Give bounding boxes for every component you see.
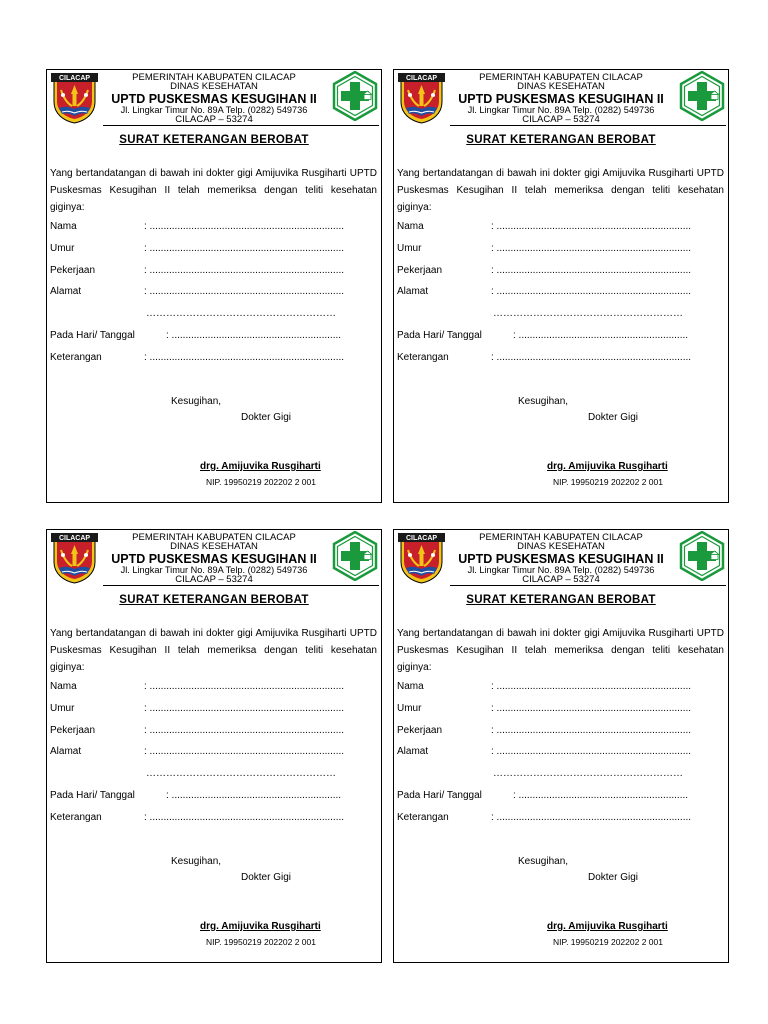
field-label: Pada Hari/ Tanggal: [397, 330, 482, 341]
institution-name: UPTD PUSKESMAS KESUGIHAN II: [458, 551, 664, 566]
document-title: SURAT KETERANGAN BEROBAT: [466, 134, 656, 146]
field-label: Nama: [397, 221, 424, 232]
fill-line: : .............................................................: [166, 330, 342, 341]
document-title: SURAT KETERANGAN BEROBAT: [466, 594, 656, 606]
certificate-card: [46, 69, 382, 503]
fill-line: : ......................................................................: [144, 812, 345, 823]
field-label: Pekerjaan: [397, 725, 443, 736]
letterhead-divider: [450, 585, 726, 586]
cilacap-crest-icon: [50, 72, 99, 124]
field-label: Nama: [50, 681, 77, 692]
letterhead: [394, 70, 728, 124]
field-alamat: [397, 286, 692, 297]
department-name: DINAS KESEHATAN: [517, 541, 605, 553]
fill-line: : .............................................................: [513, 330, 689, 341]
letterhead-divider: [103, 585, 379, 586]
fill-line: : ......................................................................: [144, 286, 345, 297]
letterhead: [47, 530, 381, 584]
fill-line: : ......................................................................: [144, 681, 345, 692]
field-label: Pada Hari/ Tanggal: [50, 330, 135, 341]
department-name: DINAS KESEHATAN: [170, 81, 258, 93]
field-label: Keterangan: [397, 812, 449, 823]
signatory-nip: NIP. 19950219 202202 2 001: [553, 937, 663, 947]
fill-line: : ......................................................................: [491, 812, 692, 823]
logo-banner-text: CILACAP: [58, 535, 91, 543]
certificate-card: [46, 529, 382, 963]
field-label: Alamat: [397, 286, 429, 297]
field-label: Nama: [50, 221, 77, 232]
field-label: Umur: [50, 703, 75, 714]
field-nama: [397, 681, 692, 692]
letterhead-text: [446, 533, 676, 584]
signature-place: Kesugihan,: [518, 396, 569, 407]
field-label: Pekerjaan: [50, 265, 96, 276]
field-keterangan: [50, 812, 345, 823]
institution-name: UPTD PUSKESMAS KESUGIHAN II: [458, 91, 664, 106]
field-nama: [50, 221, 345, 232]
field-label: Umur: [397, 703, 422, 714]
fill-line: …………………………………………………: [146, 768, 336, 779]
signature-role: Dokter Gigi: [588, 412, 639, 423]
field-nama: [50, 681, 345, 692]
institution-address: Jl. Lingkar Timur No. 89A Telp. (0282) 549736: [120, 104, 308, 115]
field-keterangan: [50, 352, 345, 363]
fill-line: : ......................................................................: [144, 725, 345, 736]
fill-line: : ......................................................................: [144, 221, 345, 232]
field-label: Keterangan: [50, 352, 102, 363]
field-hari-tanggal: [50, 330, 342, 341]
fill-line: : ......................................................................: [491, 725, 692, 736]
institution-address: Jl. Lingkar Timur No. 89A Telp. (0282) 549736: [467, 564, 655, 575]
field-keterangan: [397, 812, 692, 823]
fill-line: …………………………………………………: [493, 308, 683, 319]
fill-line: : ......................................................................: [144, 265, 345, 276]
field-alamat: [50, 746, 345, 757]
field-pekerjaan: [397, 265, 692, 276]
field-umur: [397, 243, 692, 254]
signatory-name: drg. Amijuvika Rusgiharti: [547, 461, 668, 472]
puskesmas-cross-icon: [679, 531, 725, 581]
letterhead-text: [99, 73, 329, 124]
fill-line: : .............................................................: [166, 790, 342, 801]
fill-line: : ......................................................................: [491, 221, 692, 232]
signatory-nip: NIP. 19950219 202202 2 001: [206, 937, 316, 947]
letterhead-text: [446, 73, 676, 124]
field-nama: [397, 221, 692, 232]
signature-role: Dokter Gigi: [241, 872, 292, 883]
field-label: Alamat: [397, 746, 429, 757]
logo-banner-text: CILACAP: [58, 75, 91, 83]
field-label: Pada Hari/ Tanggal: [50, 790, 135, 801]
fill-line: …………………………………………………: [146, 308, 336, 319]
letterhead: [394, 530, 728, 584]
field-alamat: [397, 746, 692, 757]
institution-city: CILACAP – 53274: [175, 113, 253, 125]
institution-city: CILACAP – 53274: [522, 573, 600, 585]
field-label: Nama: [397, 681, 424, 692]
fill-line: : ......................................................................: [491, 746, 692, 757]
fill-line: : ......................................................................: [144, 352, 345, 363]
fill-line: : .............................................................: [513, 790, 689, 801]
intro-paragraph: Yang bertandatangan di bawah ini dokter gigi Amijuvika Rusgiharti UPTD Puskesmas Kesugihan II telah memeriksa dengan teliti kesehatan giginya:: [50, 168, 377, 213]
government-name: PEMERINTAH KABUPATEN CILACAP: [479, 532, 643, 543]
signatory-nip: NIP. 19950219 202202 2 001: [553, 477, 663, 487]
signature-role: Dokter Gigi: [241, 412, 292, 423]
signatory-name: drg. Amijuvika Rusgiharti: [200, 921, 321, 932]
institution-city: CILACAP – 53274: [522, 113, 600, 125]
field-hari-tanggal: [50, 790, 342, 801]
field-label: Keterangan: [50, 812, 102, 823]
field-label: Pekerjaan: [397, 265, 443, 276]
fill-line: …………………………………………………: [493, 768, 683, 779]
field-label: Umur: [397, 243, 422, 254]
letterhead-divider: [450, 125, 726, 126]
field-umur: [50, 703, 345, 714]
signatory-nip: NIP. 19950219 202202 2 001: [206, 477, 316, 487]
letterhead: [47, 70, 381, 124]
department-name: DINAS KESEHATAN: [517, 81, 605, 93]
institution-name: UPTD PUSKESMAS KESUGIHAN II: [111, 551, 317, 566]
institution-address: Jl. Lingkar Timur No. 89A Telp. (0282) 549736: [467, 104, 655, 115]
letterhead-text: [99, 533, 329, 584]
logo-banner-text: CILACAP: [405, 535, 438, 543]
signatory-name: drg. Amijuvika Rusgiharti: [547, 921, 668, 932]
letterhead-divider: [103, 125, 379, 126]
fill-line: : ......................................................................: [144, 243, 345, 254]
fill-line: : ......................................................................: [144, 703, 345, 714]
fill-line: : ......................................................................: [491, 286, 692, 297]
institution-city: CILACAP – 53274: [175, 573, 253, 585]
signature-place: Kesugihan,: [171, 856, 222, 867]
certificate-card: [393, 69, 729, 503]
fill-line: : ......................................................................: [144, 746, 345, 757]
department-name: DINAS KESEHATAN: [170, 541, 258, 553]
field-umur: [397, 703, 692, 714]
field-hari-tanggal: [397, 790, 689, 801]
signature-place: Kesugihan,: [171, 396, 222, 407]
fill-line: : ......................................................................: [491, 243, 692, 254]
government-name: PEMERINTAH KABUPATEN CILACAP: [479, 72, 643, 83]
logo-banner-text: CILACAP: [405, 75, 438, 83]
puskesmas-cross-icon: [332, 71, 378, 121]
fill-line: : ......................................................................: [491, 681, 692, 692]
signatory-name: drg. Amijuvika Rusgiharti: [200, 461, 321, 472]
cilacap-crest-icon: [50, 532, 99, 584]
field-umur: [50, 243, 345, 254]
puskesmas-cross-icon: [332, 531, 378, 581]
field-hari-tanggal: [397, 330, 689, 341]
field-alamat: [50, 286, 345, 297]
field-pekerjaan: [397, 725, 692, 736]
document-title: SURAT KETERANGAN BEROBAT: [119, 594, 309, 606]
government-name: PEMERINTAH KABUPATEN CILACAP: [132, 532, 296, 543]
fill-line: : ......................................................................: [491, 703, 692, 714]
intro-paragraph: Yang bertandatangan di bawah ini dokter gigi Amijuvika Rusgiharti UPTD Puskesmas Kesugihan II telah memeriksa dengan teliti kesehatan giginya:: [50, 628, 377, 673]
signature-place: Kesugihan,: [518, 856, 569, 867]
institution-name: UPTD PUSKESMAS KESUGIHAN II: [111, 91, 317, 106]
cilacap-crest-icon: [397, 532, 446, 584]
document-title: SURAT KETERANGAN BEROBAT: [119, 134, 309, 146]
certificate-card: [393, 529, 729, 963]
fill-line: : ......................................................................: [491, 265, 692, 276]
field-label: Umur: [50, 243, 75, 254]
field-keterangan: [397, 352, 692, 363]
puskesmas-cross-icon: [679, 71, 725, 121]
institution-address: Jl. Lingkar Timur No. 89A Telp. (0282) 549736: [120, 564, 308, 575]
signature-role: Dokter Gigi: [588, 872, 639, 883]
field-label: Pekerjaan: [50, 725, 96, 736]
field-label: Alamat: [50, 286, 82, 297]
intro-paragraph: Yang bertandatangan di bawah ini dokter gigi Amijuvika Rusgiharti UPTD Puskesmas Kesugihan II telah memeriksa dengan teliti kesehatan giginya:: [397, 168, 724, 213]
cilacap-crest-icon: [397, 72, 446, 124]
intro-paragraph: Yang bertandatangan di bawah ini dokter gigi Amijuvika Rusgiharti UPTD Puskesmas Kesugihan II telah memeriksa dengan teliti kesehatan giginya:: [397, 628, 724, 673]
field-pekerjaan: [50, 725, 345, 736]
field-label: Alamat: [50, 746, 82, 757]
fill-line: : ......................................................................: [491, 352, 692, 363]
field-pekerjaan: [50, 265, 345, 276]
field-label: Keterangan: [397, 352, 449, 363]
government-name: PEMERINTAH KABUPATEN CILACAP: [132, 72, 296, 83]
field-label: Pada Hari/ Tanggal: [397, 790, 482, 801]
